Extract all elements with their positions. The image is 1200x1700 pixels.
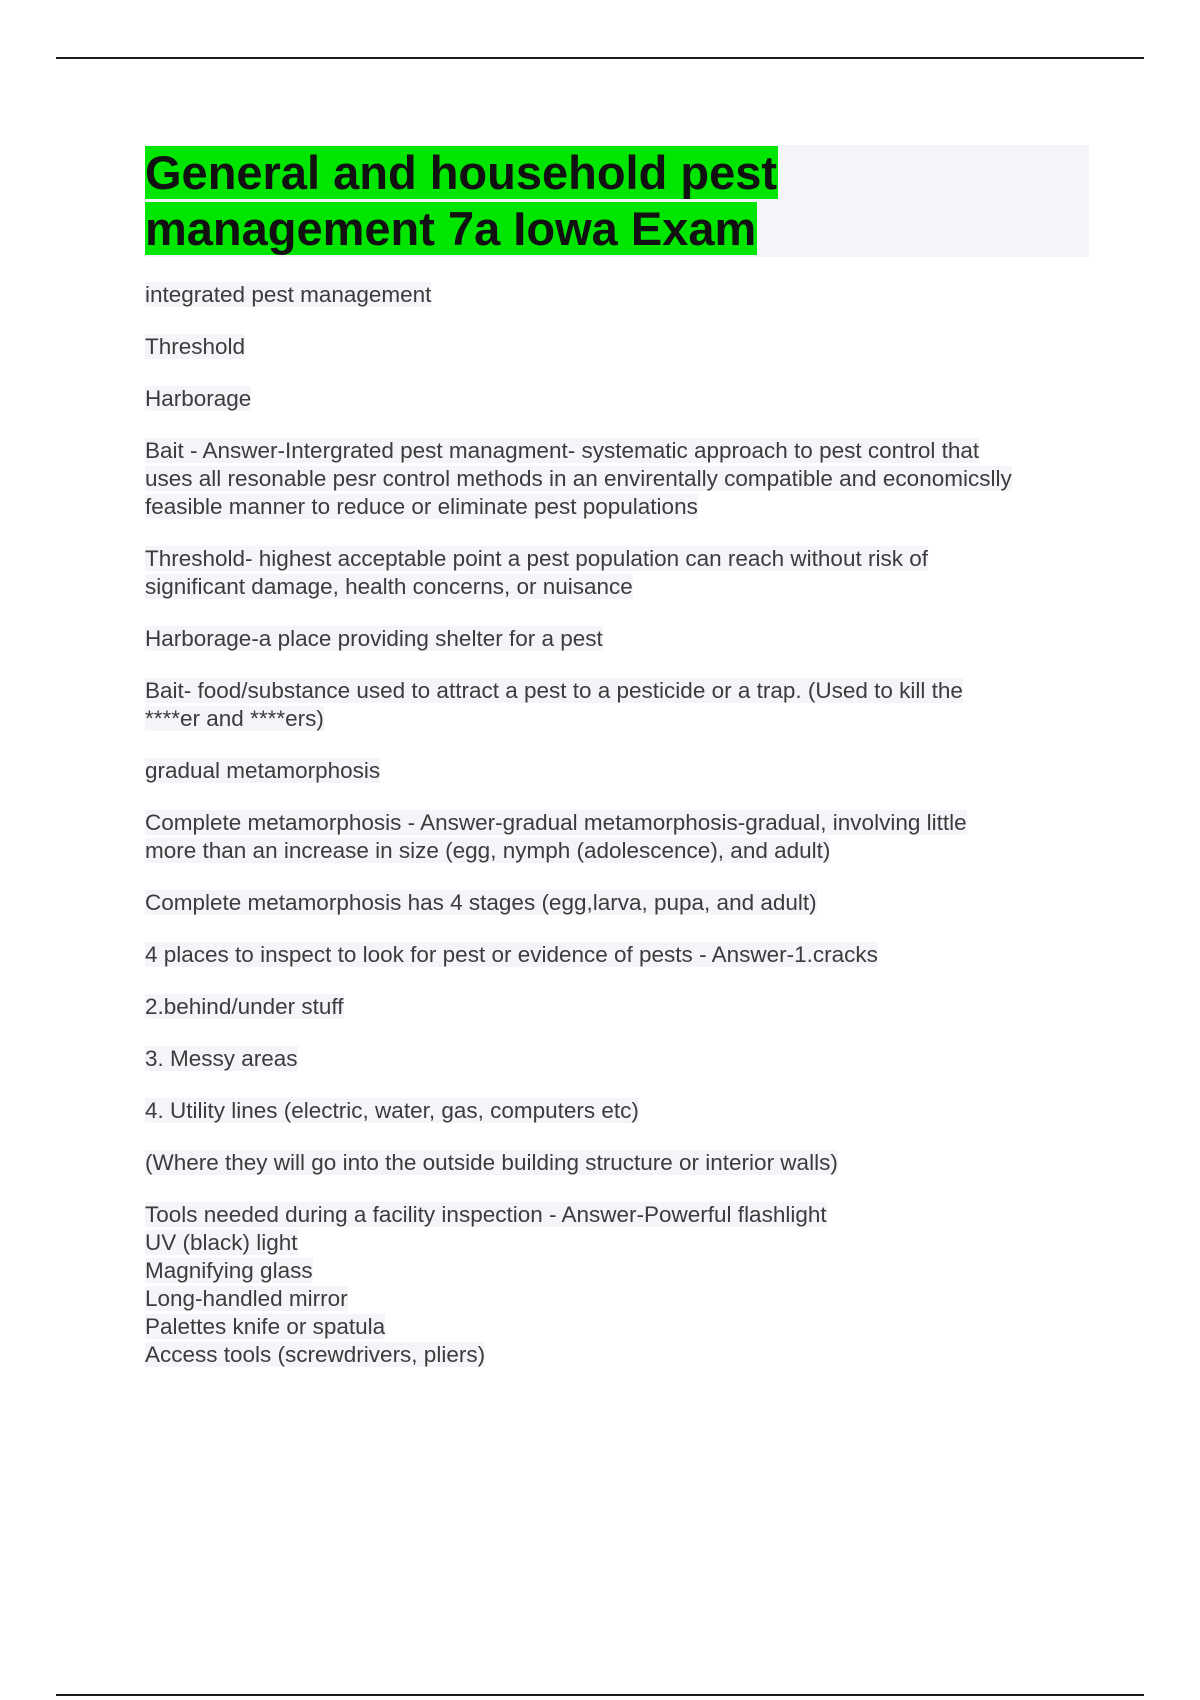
paragraph xyxy=(145,941,1089,969)
paragraph-line-text: ****er and ****ers) xyxy=(145,706,324,731)
top-rule xyxy=(56,57,1144,59)
paragraph-line xyxy=(145,889,1089,917)
paragraph-line-text: 4 places to inspect to look for pest or evidence of pests - Answer-1.cracks xyxy=(145,942,878,967)
paragraph-line xyxy=(145,993,1089,1021)
paragraph-line-text: Bait - Answer-Intergrated pest managment- systematic approach to pest control that xyxy=(145,438,980,463)
paragraph xyxy=(145,757,1089,785)
paragraph-line xyxy=(145,1313,1089,1341)
paragraph-line-text: more than an increase in size (egg, nymph (adolescence), and adult) xyxy=(145,838,831,863)
paragraph-line xyxy=(145,1285,1089,1313)
paragraph-line xyxy=(145,1341,1089,1369)
paragraph-line-text: gradual metamorphosis xyxy=(145,758,381,783)
paragraph-line-text: Access tools (screwdrivers, pliers) xyxy=(145,1342,486,1367)
paragraph-line xyxy=(145,677,1089,705)
paragraph-list xyxy=(145,281,1089,1369)
paragraph-line-text: 4. Utility lines (electric, water, gas, computers etc) xyxy=(145,1098,639,1123)
paragraph xyxy=(145,993,1089,1021)
paragraph-line xyxy=(145,941,1089,969)
paragraph xyxy=(145,1201,1089,1369)
title-line-1: General and household pest xyxy=(145,146,777,199)
paragraph xyxy=(145,1045,1089,1073)
paragraph-line-text: 2.behind/under stuff xyxy=(145,994,344,1019)
document-body xyxy=(145,145,1089,1393)
paragraph-line xyxy=(145,837,1089,865)
paragraph xyxy=(145,437,1089,521)
paragraph-line-text: UV (black) light xyxy=(145,1230,298,1255)
paragraph-line xyxy=(145,1257,1089,1285)
paragraph-line-text: integrated pest management xyxy=(145,282,432,307)
paragraph-line-text: Long-handled mirror xyxy=(145,1286,348,1311)
paragraph-line-text: Harborage-a place providing shelter for a pest xyxy=(145,626,603,651)
paragraph xyxy=(145,677,1089,733)
paragraph-line-text: Palettes knife or spatula xyxy=(145,1314,386,1339)
paragraph xyxy=(145,545,1089,601)
title-line-2: management 7a Iowa Exam xyxy=(145,202,757,255)
paragraph-line xyxy=(145,493,1089,521)
paragraph-line xyxy=(145,545,1089,573)
paragraph-line-text: (Where they will go into the outside building structure or interior walls) xyxy=(145,1150,838,1175)
paragraph-line xyxy=(145,625,1089,653)
paragraph-line xyxy=(145,1097,1089,1125)
paragraph-line xyxy=(145,705,1089,733)
paragraph-line xyxy=(145,1229,1089,1257)
paragraph-line-text: Threshold- highest acceptable point a pest population can reach without risk of xyxy=(145,546,928,571)
paragraph xyxy=(145,1149,1089,1177)
paragraph-line xyxy=(145,437,1089,465)
title-block xyxy=(145,145,1089,257)
paragraph-line-text: feasible manner to reduce or eliminate pest populations xyxy=(145,494,698,519)
paragraph-line-text: Harborage xyxy=(145,386,252,411)
paragraph-line xyxy=(145,1201,1089,1229)
paragraph-line-text: Magnifying glass xyxy=(145,1258,313,1283)
paragraph xyxy=(145,385,1089,413)
paragraph-line xyxy=(145,1045,1089,1073)
paragraph xyxy=(145,625,1089,653)
paragraph-line xyxy=(145,1149,1089,1177)
paragraph-line-text: Tools needed during a facility inspection - Answer-Powerful flashlight xyxy=(145,1202,827,1227)
paragraph xyxy=(145,1097,1089,1125)
paragraph xyxy=(145,889,1089,917)
paragraph-line xyxy=(145,281,1089,309)
paragraph-line-text: significant damage, health concerns, or nuisance xyxy=(145,574,633,599)
document-title xyxy=(145,145,1089,257)
paragraph-line xyxy=(145,809,1089,837)
bottom-rule xyxy=(56,1694,1144,1696)
paragraph-line xyxy=(145,333,1089,361)
paragraph-line xyxy=(145,757,1089,785)
paragraph-line-text: 3. Messy areas xyxy=(145,1046,298,1071)
paragraph xyxy=(145,281,1089,309)
paragraph xyxy=(145,809,1089,865)
paragraph-line xyxy=(145,385,1089,413)
paragraph xyxy=(145,333,1089,361)
paragraph-line-text: Bait- food/substance used to attract a pest to a pesticide or a trap. (Used to kill the xyxy=(145,678,963,703)
paragraph-line-text: Threshold xyxy=(145,334,246,359)
paragraph-line xyxy=(145,573,1089,601)
paragraph-line-text: Complete metamorphosis - Answer-gradual metamorphosis-gradual, involving little xyxy=(145,810,967,835)
paragraph-line xyxy=(145,465,1089,493)
paragraph-line-text: Complete metamorphosis has 4 stages (egg,larva, pupa, and adult) xyxy=(145,890,817,915)
paragraph-line-text: uses all resonable pesr control methods in an envirentally compatible and economicslly xyxy=(145,466,1012,491)
